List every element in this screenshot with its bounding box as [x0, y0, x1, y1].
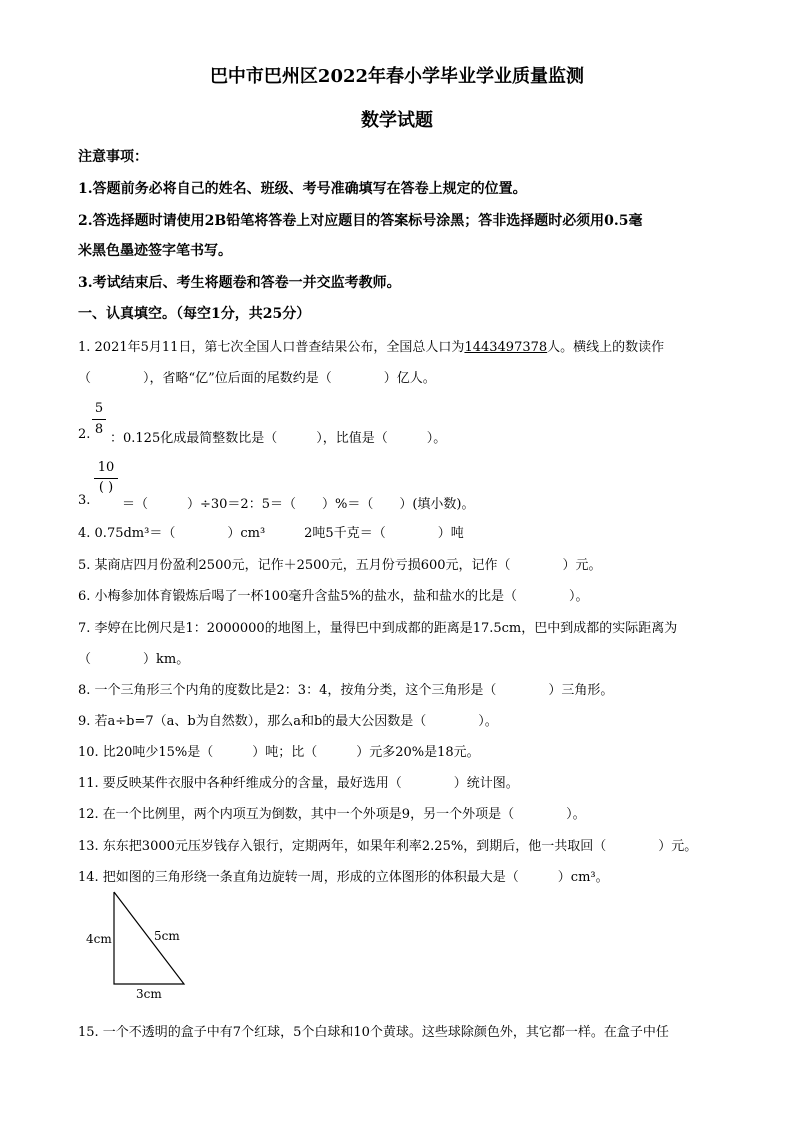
title-line1: 巴中市巴州区2022年春小学毕业学业质量监测 — [209, 66, 585, 87]
question-1-underlined-number: 1443497378 — [464, 340, 548, 355]
question-1-line2: （ ），省略“亿”位后面的尾数约是（ ）亿人。 — [78, 371, 436, 386]
notice-item-2-line1: 2.答选择题时请使用2B铅笔将答卷上对应题目的答案标号涂黑；答非选择题时必须用0.5毫 — [78, 213, 643, 229]
triangle-left-label: 4cm — [86, 932, 112, 946]
question-3-fraction-bar — [94, 478, 118, 479]
notice-item-1: 1.答题前务必将自己的姓名、班级、考号准确填写在答卷上规定的位置。 — [78, 181, 527, 197]
notice-heading: 注意事项： — [78, 149, 148, 165]
question-1-line1 — [78, 336, 664, 355]
question-7-line2: （ ）km。 — [78, 652, 190, 667]
question-12: 12. 在一个比例里，两个内项互为倒数，其中一个外项是9，另一个外项是（ ）。 — [78, 807, 586, 822]
question-4: 4. 0.75dm³＝（ ）cm³ 2吨5千克＝（ ）吨 — [78, 526, 464, 541]
question-6: 6. 小梅参加体育锻炼后喝了一杯100毫升含盐5%的盐水，盐和盐水的比是（ ）。 — [78, 589, 589, 604]
question-3-fraction-denominator: ( ) — [98, 480, 114, 495]
title-line2: 数学试题 — [361, 110, 433, 131]
question-8: 8. 一个三角形三个内角的度数比是2：3：4，按角分类，这个三角形是（ ）三角形。 — [78, 683, 614, 698]
question-2-fraction-numerator: 5 — [94, 401, 104, 416]
question-9: 9. 若a÷b=7（a、b为自然数），那么a和b的最大公因数是（ ）。 — [78, 714, 498, 729]
question-11: 11. 要反映某件衣服中各种纤维成分的含量，最好选用（ ）统计图。 — [78, 776, 519, 791]
question-2-fraction-bar — [92, 419, 106, 420]
question-3-prefix: 3. — [78, 493, 91, 508]
question-14: 14. 把如图的三角形绕一条直角边旋转一周，形成的立体图形的体积最大是（ ）cm³。 — [78, 870, 609, 885]
question-5: 5. 某商店四月份盈利2500元，记作＋2500元，五月份亏损600元，记作（ ）元。 — [78, 558, 602, 573]
question-13: 13. 东东把3000元压岁钱存入银行，定期两年，如果年利率2.25%，到期后，他一共取回（ ）元。 — [78, 839, 698, 854]
section-heading: 一、认真填空。（每空1分，共25分） — [78, 306, 311, 322]
question-3-fraction-numerator: 10 — [97, 460, 115, 475]
question-1-text-b: 人。横线上的数读作 — [547, 340, 665, 355]
question-2-text: ：0.125化成最简整数比是（ ），比值是（ ）。 — [110, 431, 447, 446]
question-7-line1: 7. 李婷在比例尺是1：2000000的地图上，量得巴中到成都的距离是17.5cm，巴中到成都的实际距离为 — [78, 621, 678, 636]
triangle-hypotenuse-label: 5cm — [154, 929, 180, 943]
notice-item-3: 3.考试结束后、考生将题卷和答卷一并交监考教师。 — [78, 275, 401, 291]
notice-item-2-line2: 米黑色墨迹签字笔书写。 — [78, 243, 232, 259]
question-2-fraction-denominator: 8 — [94, 422, 104, 437]
question-3-text: ＝（ ）÷30＝2：5＝（ ）%＝（ ）(填小数)。 — [122, 497, 475, 512]
question-10: 10. 比20吨少15%是（ ）吨；比（ ）元多20%是18元。 — [78, 745, 480, 760]
triangle-bottom-label: 3cm — [136, 987, 162, 1001]
question-15: 15. 一个不透明的盒子中有7个红球，5个白球和10个黄球。这些球除颜色外，其它都一样。在盒子中任 — [78, 1025, 669, 1040]
question-2-prefix: 2. — [78, 427, 91, 442]
question-1-text-a: 1. 2021年5月11日，第七次全国人口普查结果公布，全国总人口为 — [78, 340, 465, 355]
